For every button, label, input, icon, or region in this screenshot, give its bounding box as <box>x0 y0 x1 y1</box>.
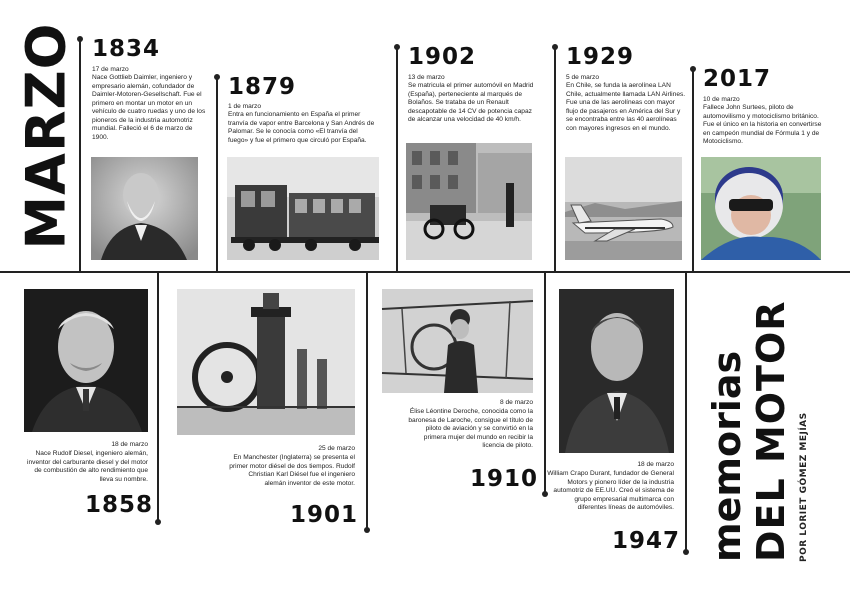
event-year: 1879 <box>228 74 297 100</box>
event-year: 1901 <box>290 502 359 528</box>
stem-1879 <box>216 78 218 272</box>
stem-2017 <box>692 70 694 272</box>
baroness-aviator-photo <box>382 289 533 393</box>
renault-car-photo <box>406 143 532 260</box>
diesel-engine-photo <box>177 289 355 435</box>
surtees-helmet-photo <box>701 157 821 260</box>
event-year: 2017 <box>703 66 772 92</box>
dot-1879 <box>214 74 220 80</box>
event-date: 8 de marzo <box>500 399 533 406</box>
event-year: 1834 <box>92 36 161 62</box>
author-byline: POR LORIET GÓMEZ MEJÍAS <box>799 412 809 562</box>
event-date: 10 de marzo <box>703 96 740 103</box>
event-description: Entra en funcionamiento en España el primer tranvía de vapor entre Barcelona y San Andrés de Palomar. Se le conocía como «El tranvía del fuego» y fue el primero que circuló por España. <box>228 111 375 144</box>
dot-1834 <box>77 36 83 42</box>
steam-tram-photo <box>227 157 379 260</box>
diesel-portrait-photo <box>24 289 148 432</box>
stem-1929 <box>554 48 556 272</box>
event-year: 1858 <box>85 492 154 518</box>
event-year: 1902 <box>408 44 477 70</box>
event-description: En Chile, se funda la aerolínea LAN Chile, actualmente llamada LAN Airlines. Fue una de las aerolíneas con mayor flujo de pasajeros en América del Sur y se encontraba entre las 40 aerolíneas con mayores ingresos en el mundo. <box>566 82 686 132</box>
event-date: 5 de marzo <box>566 74 599 81</box>
event-date: 25 de marzo <box>318 445 355 452</box>
daimler-portrait-photo <box>91 157 198 260</box>
dot-1901 <box>364 527 370 533</box>
event-date: 18 de marzo <box>111 441 148 448</box>
dot-1947 <box>683 549 689 555</box>
dot-1858 <box>155 519 161 525</box>
event-description: William Crapo Durant, fundador de General Motors y pionero líder de la industria automotriz de EE.UU. Creó el sistema de grupo empresarial multimarca con diferentes líneas de automóviles. <box>547 470 674 512</box>
event-date: 17 de marzo <box>92 66 129 73</box>
memorias-title-block <box>705 284 820 566</box>
event-description: Fallece John Surtees, piloto de automovilismo y motociclismo británico. Fue el único en la historia en convertirse en campeón mundial de Fórmula 1 y de Motociclismo. <box>703 104 822 146</box>
event-year: 1910 <box>470 466 539 492</box>
event-description: Élise Léontine Deroche, conocida como la baronesa de Laroche, consigue el título de piloto de aviación y se convirtió en la primera mujer del mundo en recibir la licencia de piloto. <box>408 408 533 450</box>
stem-1858 <box>157 272 159 522</box>
event-year: 1929 <box>566 44 635 70</box>
event-date: 1 de marzo <box>228 103 261 110</box>
event-description: En Manchester (Inglaterra) se presenta el primer motor diésel de dos tiempos. Rudolf Christian Karl Diésel fue el ingeniero alemán inventor de este motor. <box>229 454 355 487</box>
memorias-title-line2: DEL MOTOR <box>749 300 793 562</box>
memorias-title-line1: memorias <box>705 350 749 562</box>
event-description: Nace Rudolf Diesel, ingeniero alemán, inventor del carburante diesel y del motor de combustión de alto rendimiento que lleva su nombre. <box>27 450 148 483</box>
month-title <box>14 0 78 272</box>
stem-1902 <box>396 48 398 272</box>
stem-1834 <box>79 40 81 272</box>
dot-2017 <box>690 66 696 72</box>
stem-1947 <box>685 272 687 552</box>
event-date: 18 de marzo <box>637 461 674 468</box>
event-date: 13 de marzo <box>408 74 445 81</box>
month-title-text: MARZO <box>14 22 78 250</box>
stem-1901 <box>366 272 368 530</box>
dot-1929 <box>552 44 558 50</box>
timeline-axis <box>0 271 850 273</box>
event-description: Se matricula el primer automóvil en Madrid (España), perteneciente al marqués de Bolaños. Se trataba de un Renault descapotable de 14 CV de potencia capaz de alcanzar una velocidad de 40 km/h. <box>408 82 534 124</box>
lan-airplane-photo <box>565 157 682 260</box>
dot-1902 <box>394 44 400 50</box>
durant-portrait-photo <box>559 289 674 453</box>
event-description: Nace Gottlieb Daimler, ingeniero y empresario alemán, cofundador de Daimler-Motoren-Gesellschaft. Fue el primero en montar un motor en un vehículo de cuatro ruedas y uno de los pioneros de la industria automotriz mundial. Falleció el 6 de marzo de 1900. <box>92 74 206 141</box>
event-year: 1947 <box>612 528 681 554</box>
